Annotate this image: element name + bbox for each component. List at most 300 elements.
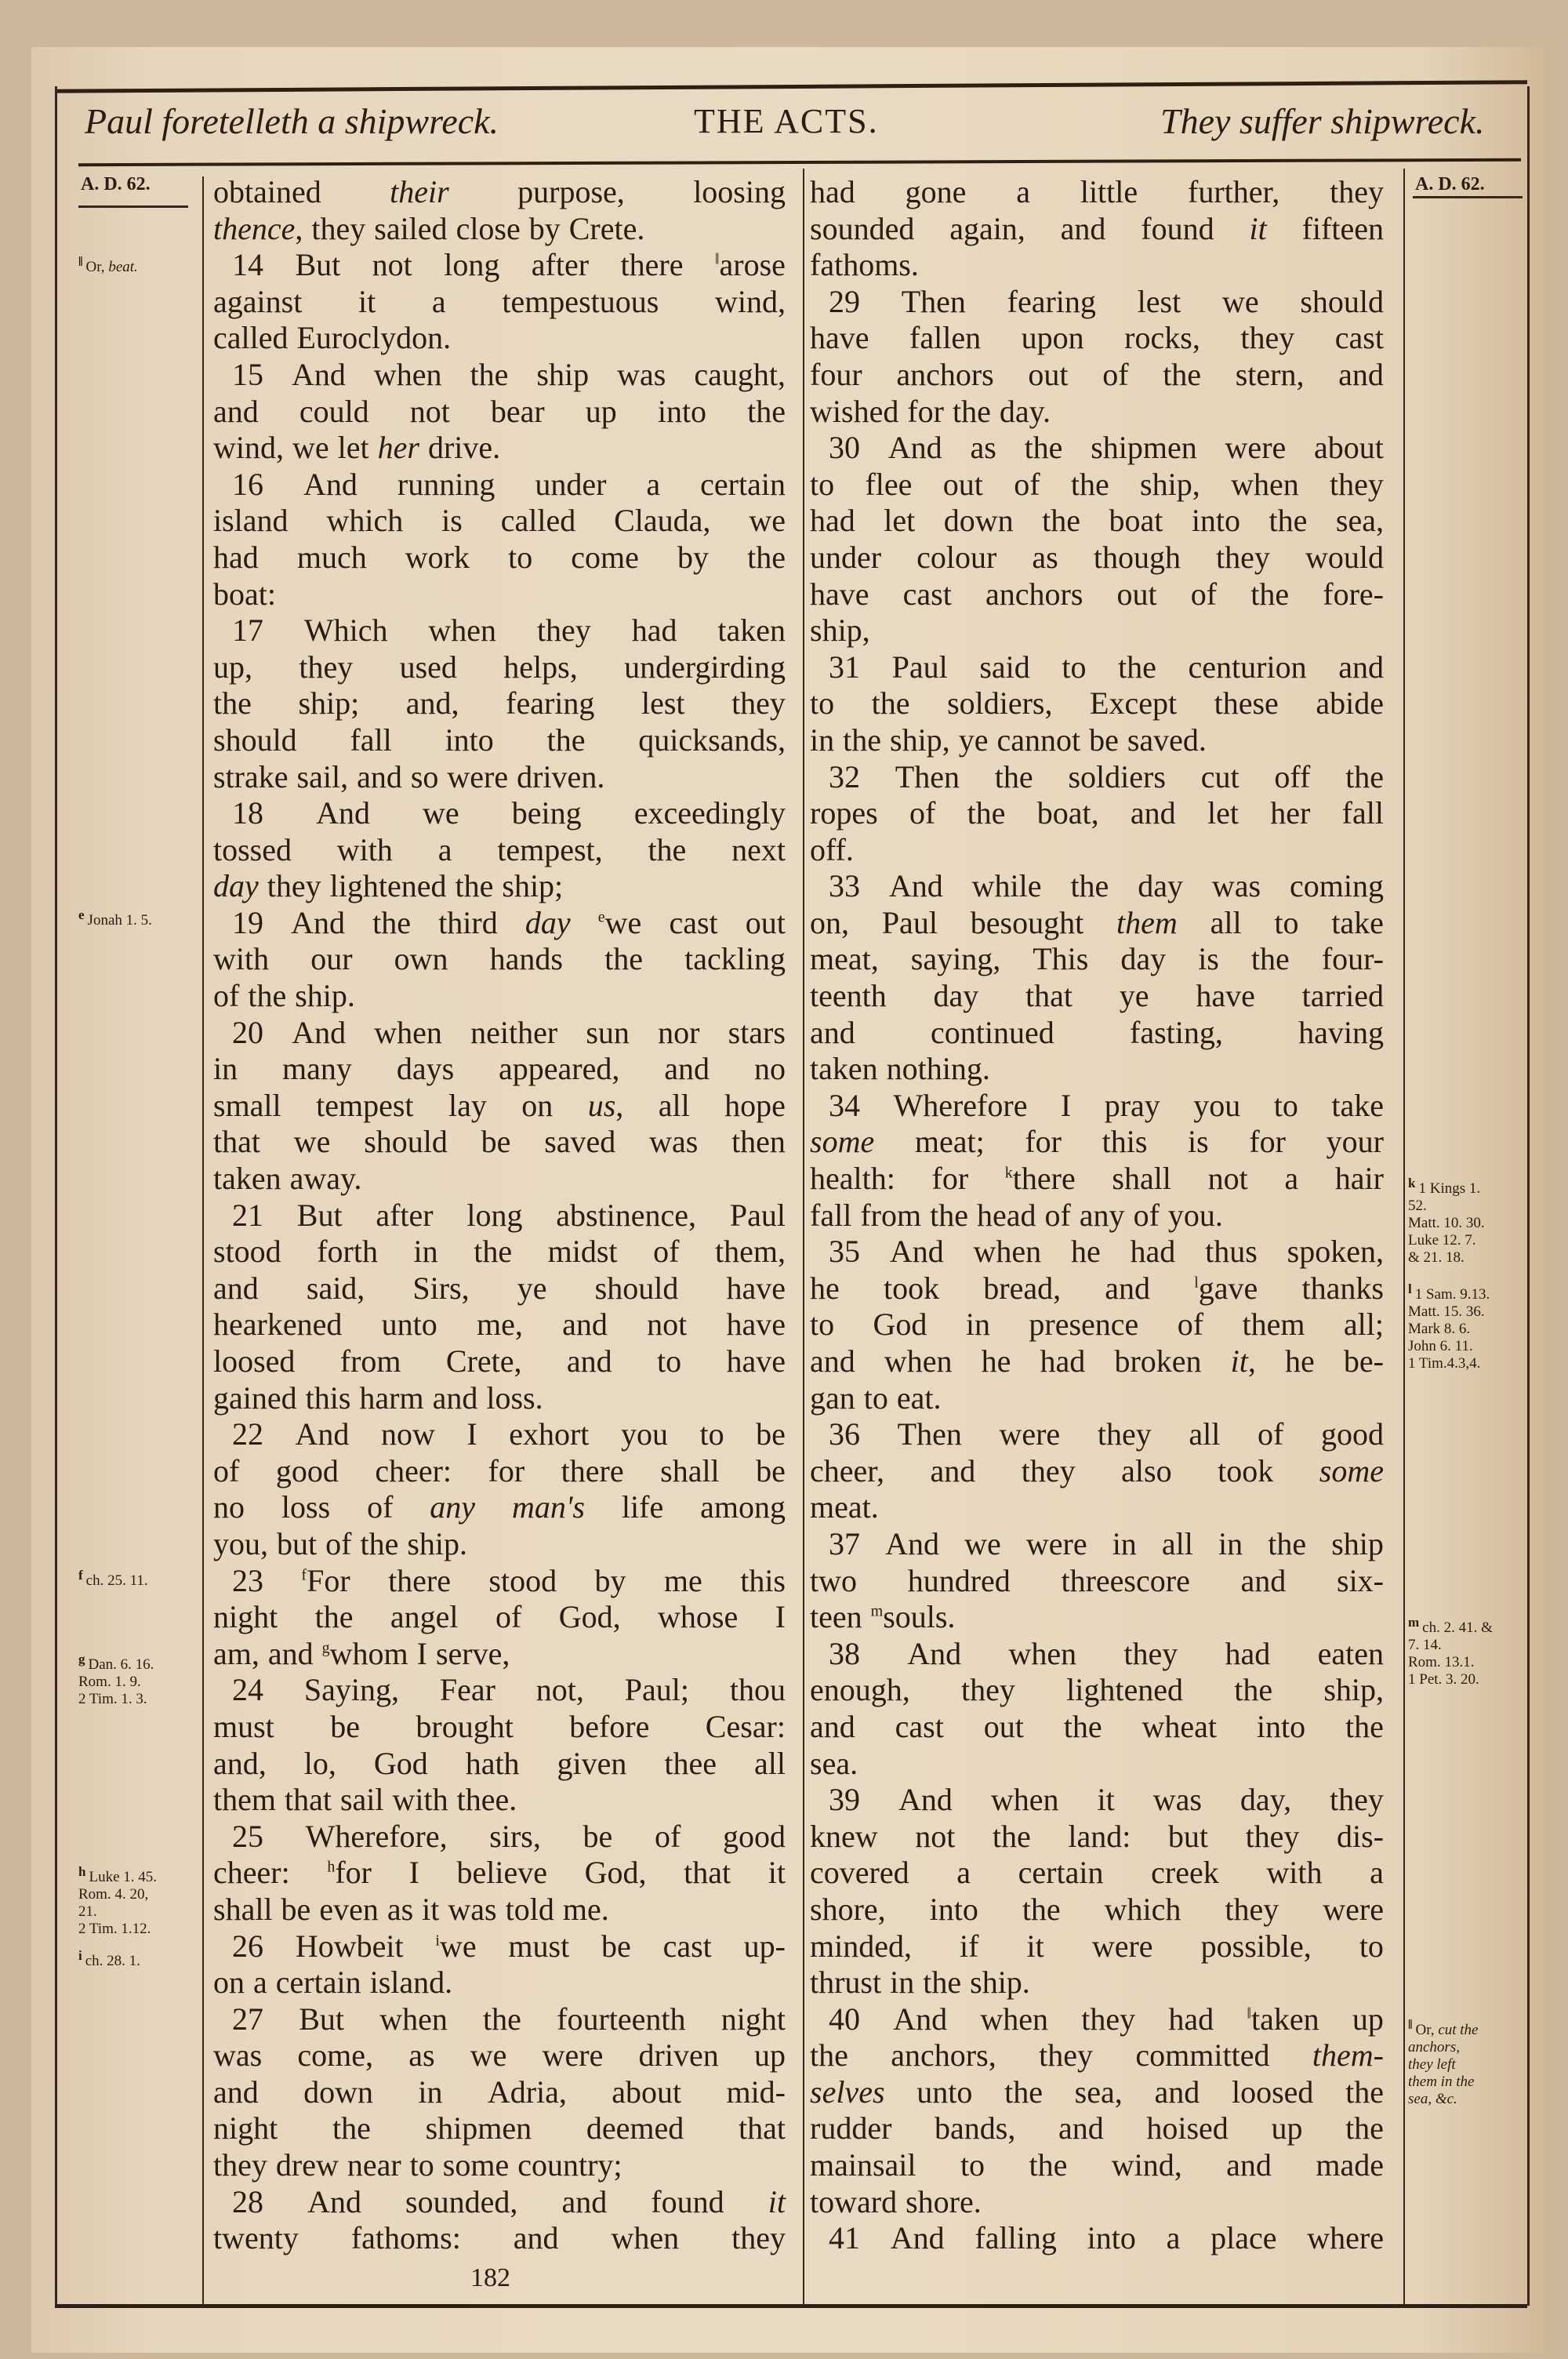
word: off [1274, 758, 1311, 794]
word: fourteenth [557, 2001, 686, 2037]
word: Paul; [624, 1672, 689, 1708]
word: down [303, 2074, 373, 2110]
word: let [884, 503, 916, 539]
word: even [319, 1891, 379, 1927]
text-line [213, 2037, 786, 2074]
word: cheer, [810, 1452, 884, 1488]
word: loosed [213, 1343, 296, 1379]
text-line [213, 1124, 786, 1161]
text-line [213, 1161, 786, 1198]
word: given [557, 1745, 627, 1781]
word: long [444, 247, 500, 283]
text-line [810, 978, 1384, 1015]
word: with [336, 831, 393, 867]
word: they [1225, 1891, 1279, 1927]
word: 18 [232, 795, 263, 831]
word: they [536, 612, 591, 649]
word: was [213, 2037, 263, 2074]
word: tackling [684, 941, 786, 977]
word: bands, [935, 2110, 1016, 2146]
word: And [887, 430, 942, 466]
word: were [1323, 1891, 1384, 1927]
word: said [979, 649, 1030, 685]
text-line [810, 540, 1384, 576]
word: that [738, 2110, 786, 2146]
word: ship; [298, 685, 360, 722]
word: 28 [232, 2183, 263, 2219]
reference-marker: m [1408, 1614, 1420, 1630]
word: we [292, 430, 329, 466]
word: hands [489, 941, 563, 977]
word: a [1016, 174, 1030, 209]
word: any [1079, 1197, 1125, 1233]
reference-marker: f [78, 1567, 83, 1583]
margin-note-line: sea, &c. [1408, 2091, 1457, 2107]
word: the [546, 722, 586, 758]
word: when [373, 356, 442, 392]
word: that [284, 1782, 332, 1818]
word: $^l$gave [1194, 1270, 1258, 1306]
word: sun [586, 1014, 630, 1050]
word: we [1221, 283, 1259, 319]
word: helps, [503, 649, 578, 685]
word: island. [369, 1965, 453, 2001]
word: And [885, 1525, 939, 1561]
word: be [583, 1818, 613, 1854]
word: caught, [694, 356, 786, 392]
word: he [1285, 1343, 1315, 1379]
word: out [942, 466, 983, 502]
word: have [810, 576, 869, 612]
word: and [213, 2074, 259, 2110]
text-line [810, 1343, 1384, 1380]
text-line [810, 2001, 1384, 2038]
word: they [1216, 539, 1270, 575]
reference-marker: h [78, 1863, 86, 1879]
word: by [677, 539, 709, 575]
text-line [213, 540, 786, 576]
word: Then [897, 1416, 962, 1452]
word: God [373, 1745, 428, 1781]
word: when [1008, 1635, 1077, 1671]
word: wished [810, 393, 899, 429]
word: life [621, 1489, 664, 1525]
word: is [1198, 941, 1219, 977]
word: us, [587, 1087, 624, 1123]
word: broken [1114, 1343, 1202, 1379]
word: sail [339, 1782, 384, 1818]
word: stars [728, 1014, 786, 1050]
text-line [213, 1965, 786, 2001]
word: falling [975, 2220, 1057, 2256]
word: the [360, 1525, 399, 1561]
word: and [561, 2183, 608, 2219]
word: loosing [693, 174, 786, 209]
word: the [470, 356, 509, 392]
word: the [1024, 430, 1063, 466]
word: having [1298, 1014, 1384, 1050]
word: 36 [829, 1416, 860, 1452]
left-margin-note [78, 1947, 140, 1970]
text-line [213, 430, 786, 467]
word: must [213, 1708, 274, 1744]
right-margin-note [1408, 1614, 1493, 1688]
word: day [933, 978, 979, 1014]
word: to [656, 1343, 682, 1379]
text-line [810, 1892, 1384, 1928]
text-line [810, 247, 1384, 284]
word: then [731, 1124, 786, 1160]
column-divider-center [803, 169, 804, 2306]
word: not [647, 1307, 688, 1343]
text-line [213, 2220, 786, 2257]
text-line [213, 2147, 786, 2184]
word: and [930, 1452, 976, 1488]
margin-note-line: Rom. 1. 9. [78, 1674, 141, 1690]
word: sounded, [405, 2183, 518, 2219]
word: me [663, 1562, 702, 1598]
word: cast [1334, 320, 1384, 356]
word: sirs, [489, 1818, 541, 1854]
word: six- [1337, 1562, 1384, 1598]
word: he [810, 1270, 840, 1306]
word: 29 [829, 283, 860, 319]
word: certain [700, 466, 786, 502]
word: as [387, 1891, 414, 1927]
word: country; [517, 2147, 622, 2183]
word: ship, [1323, 1672, 1384, 1708]
word: there [620, 247, 684, 283]
text-line [810, 1855, 1384, 1892]
text-line [213, 394, 786, 431]
word: and [566, 1343, 612, 1379]
word: into [445, 722, 494, 758]
word: all [753, 1745, 786, 1781]
word: And [295, 1416, 350, 1452]
word: they [1330, 1782, 1384, 1818]
word: wind, [213, 430, 284, 466]
word: shore. [906, 2183, 982, 2219]
margin-note-line: ch. 2. 41. & [1422, 1619, 1493, 1636]
word: were [447, 758, 509, 794]
word: God, [558, 1599, 621, 1635]
word: that [213, 1124, 260, 1160]
word: taken [717, 612, 786, 649]
word: and [562, 1307, 608, 1343]
word: covered [810, 1855, 909, 1891]
word: the [1250, 576, 1290, 612]
word: lightened [1066, 1672, 1183, 1708]
reference-marker: ‖ [714, 250, 720, 268]
word: and [1338, 356, 1384, 392]
word: it [768, 1855, 786, 1891]
word: enough, [810, 1672, 910, 1708]
word: down [943, 503, 1014, 539]
word: fearing [506, 685, 595, 722]
word: This [1033, 941, 1089, 977]
word: ship, [1140, 466, 1200, 502]
word: some [442, 2147, 510, 2183]
word: would [1305, 539, 1384, 575]
word: her [1270, 795, 1311, 831]
word: we [964, 1525, 1001, 1561]
word: the [455, 868, 494, 904]
margin-note-line: 2 Tim. 1.12. [78, 1921, 151, 1937]
word: me. [562, 1891, 609, 1927]
word: And [292, 1014, 347, 1050]
word: we [470, 2037, 507, 2074]
word: of [213, 1452, 240, 1488]
word: the [952, 393, 991, 429]
word: they [213, 2147, 267, 2183]
word: they [1330, 466, 1384, 502]
word: the [474, 1234, 513, 1270]
word: And [307, 2183, 361, 2219]
word: had [810, 174, 855, 209]
word: there [561, 1452, 624, 1488]
word: of [367, 1489, 394, 1525]
word: the [967, 795, 1006, 831]
word: certain [1018, 1855, 1104, 1891]
word: to [409, 2147, 434, 2183]
word: small [213, 1087, 281, 1123]
word: sea, [1335, 503, 1384, 539]
word: no [213, 1489, 245, 1525]
word: loss. [486, 1379, 543, 1416]
word: to [1274, 904, 1299, 940]
word: had [1040, 1343, 1086, 1379]
word: sea. [810, 1745, 858, 1781]
text-line [213, 1672, 786, 1709]
reference-marker: g [78, 1651, 85, 1667]
text-line [213, 1636, 786, 1673]
word: told [505, 1891, 554, 1927]
word: cut [1200, 758, 1240, 794]
word: them- [1312, 2037, 1384, 2074]
word: had [213, 539, 259, 575]
word: into [1256, 1708, 1306, 1744]
word: be- [1343, 1343, 1384, 1379]
word: they [1081, 2001, 1136, 2037]
word: thrust [810, 1965, 882, 2001]
word: they [1330, 174, 1384, 209]
word: tempest [316, 1087, 414, 1123]
text-column-left [213, 174, 786, 2257]
word: the [1268, 1525, 1307, 1561]
word: the [1070, 868, 1109, 904]
text-line [213, 832, 786, 869]
word: they [731, 685, 786, 722]
word: for [931, 1161, 969, 1197]
word: and [1105, 1270, 1151, 1306]
word: the [248, 978, 287, 1014]
word: from [860, 1197, 922, 1233]
word: unto [916, 2074, 973, 2110]
margin-note-line: Luke 1. 45. [89, 1869, 158, 1885]
text-line [213, 868, 786, 905]
word: meat; [914, 1124, 985, 1160]
word: ropes [810, 795, 878, 831]
word: the [1063, 1708, 1102, 1744]
word: 27 [232, 2001, 263, 2037]
word: gan [810, 1379, 855, 1416]
margin-note-line: Dan. 6. 16. [88, 1656, 154, 1673]
word: the [1345, 2110, 1384, 2146]
right-margin-note [1408, 2016, 1479, 2108]
word: to [1273, 1087, 1298, 1123]
reference-marker: i [435, 1932, 440, 1950]
text-line [810, 1709, 1384, 1746]
word: believe [456, 1855, 547, 1891]
word: and [1058, 2110, 1104, 2146]
text-line [810, 1563, 1384, 1600]
word: be [330, 1708, 360, 1744]
word: bear [490, 393, 545, 429]
word: these [1214, 685, 1279, 722]
word: serve, [435, 1635, 510, 1671]
word: quicksands, [638, 722, 786, 758]
word: a [1166, 2220, 1181, 2256]
margin-note-line: Or, cut the [1415, 2022, 1479, 2038]
word: of [1177, 1307, 1204, 1343]
text-line [213, 978, 786, 1015]
word: a [646, 466, 661, 502]
word: ship [536, 356, 590, 392]
text-line [810, 1636, 1384, 1673]
word: shipmen [425, 2110, 532, 2146]
word: was [617, 356, 666, 392]
word: a [253, 1965, 267, 2001]
word: Wherefore [893, 1087, 1028, 1123]
margin-note-line: 1 Sam. 9.13. [1414, 1286, 1490, 1303]
word: a [956, 1855, 971, 1891]
word: he [1070, 1234, 1101, 1270]
word: Paul [881, 904, 938, 940]
word: when [379, 2001, 448, 2037]
word: lay [448, 1087, 487, 1123]
word: Howbeit [295, 1928, 404, 1964]
word: thanks [1301, 1270, 1384, 1306]
word: hair [1334, 1161, 1384, 1197]
word: tarried [1301, 978, 1384, 1014]
word: in [890, 1965, 915, 2001]
word: meat. [810, 1489, 879, 1525]
word: boat, [1036, 795, 1099, 831]
word: 31 [829, 649, 860, 685]
word: you [620, 1416, 668, 1452]
word: next [731, 831, 786, 867]
text-line [213, 685, 786, 722]
text-line [810, 2110, 1384, 2147]
text-line [810, 2074, 1384, 2111]
word: but [1167, 1818, 1208, 1854]
word: they [1039, 2037, 1093, 2074]
word: off. [810, 831, 854, 867]
word: sailed [374, 210, 448, 246]
word: be [281, 1891, 311, 1927]
word: running [397, 466, 495, 502]
text-line [213, 1198, 786, 1234]
word: come, [297, 2037, 374, 2074]
word: centurion [1188, 649, 1307, 685]
word: fifteen [1301, 210, 1384, 246]
right-margin-note [1408, 1175, 1485, 1267]
word: soldiers, [947, 685, 1053, 722]
word: any [430, 1489, 476, 1525]
word: ye [517, 1270, 547, 1306]
word: for [1249, 1124, 1286, 1160]
word: the [747, 393, 786, 429]
text-line [213, 576, 786, 613]
word: loosed [1231, 2074, 1314, 2110]
word: little [1080, 174, 1138, 209]
word: health: [810, 1161, 895, 1197]
word: and [664, 1051, 710, 1087]
text-line [213, 1380, 786, 1417]
reference-marker: ‖ [78, 253, 83, 269]
word: with [1266, 1855, 1323, 1891]
word: on [213, 1965, 245, 2001]
text-line [810, 1928, 1384, 1965]
word: thus [1205, 1234, 1258, 1270]
text-line [213, 795, 786, 832]
word: 39 [829, 1782, 860, 1818]
text-line [213, 1819, 786, 1856]
word: all [1161, 1525, 1193, 1561]
text-line [213, 2001, 786, 2038]
margin-note-line: ch. 28. 1. [85, 1953, 140, 1969]
word: I [466, 1416, 477, 1452]
word: drew [275, 2147, 339, 2183]
word: threescore [1061, 1562, 1190, 1598]
text-line [810, 1161, 1384, 1198]
word: saying, [910, 941, 1001, 977]
text-line [810, 576, 1384, 613]
word: $^i$we [435, 1928, 477, 1964]
word: God, [584, 1855, 647, 1891]
word: we [749, 503, 786, 539]
word: anchors [985, 576, 1083, 612]
word: to [960, 2147, 985, 2183]
word: fall [810, 1197, 852, 1233]
word: they [1021, 1452, 1076, 1488]
word: of [1133, 1197, 1160, 1233]
word: dis- [1337, 1818, 1384, 1854]
word: the [1345, 2074, 1384, 2110]
word: the [1269, 503, 1308, 539]
text-line [810, 1270, 1384, 1307]
word: they [961, 1672, 1015, 1708]
word: And [316, 795, 370, 831]
word: all [1210, 904, 1242, 940]
word: harm [359, 1379, 424, 1416]
word: as [1032, 539, 1058, 575]
text-line [810, 905, 1384, 942]
word: soldiers [1068, 758, 1166, 794]
word: good [722, 1818, 786, 1854]
word: twenty [213, 2220, 299, 2256]
word: up, [213, 649, 252, 685]
text-line [810, 430, 1384, 467]
word: the [604, 941, 643, 977]
text-line [810, 1782, 1384, 1819]
text-line [213, 284, 786, 321]
word: lightened [329, 868, 447, 904]
word: deemed [586, 2110, 684, 2146]
word: and [1130, 795, 1176, 831]
word: shall [1112, 1161, 1171, 1197]
reference-marker: m [870, 1602, 884, 1620]
